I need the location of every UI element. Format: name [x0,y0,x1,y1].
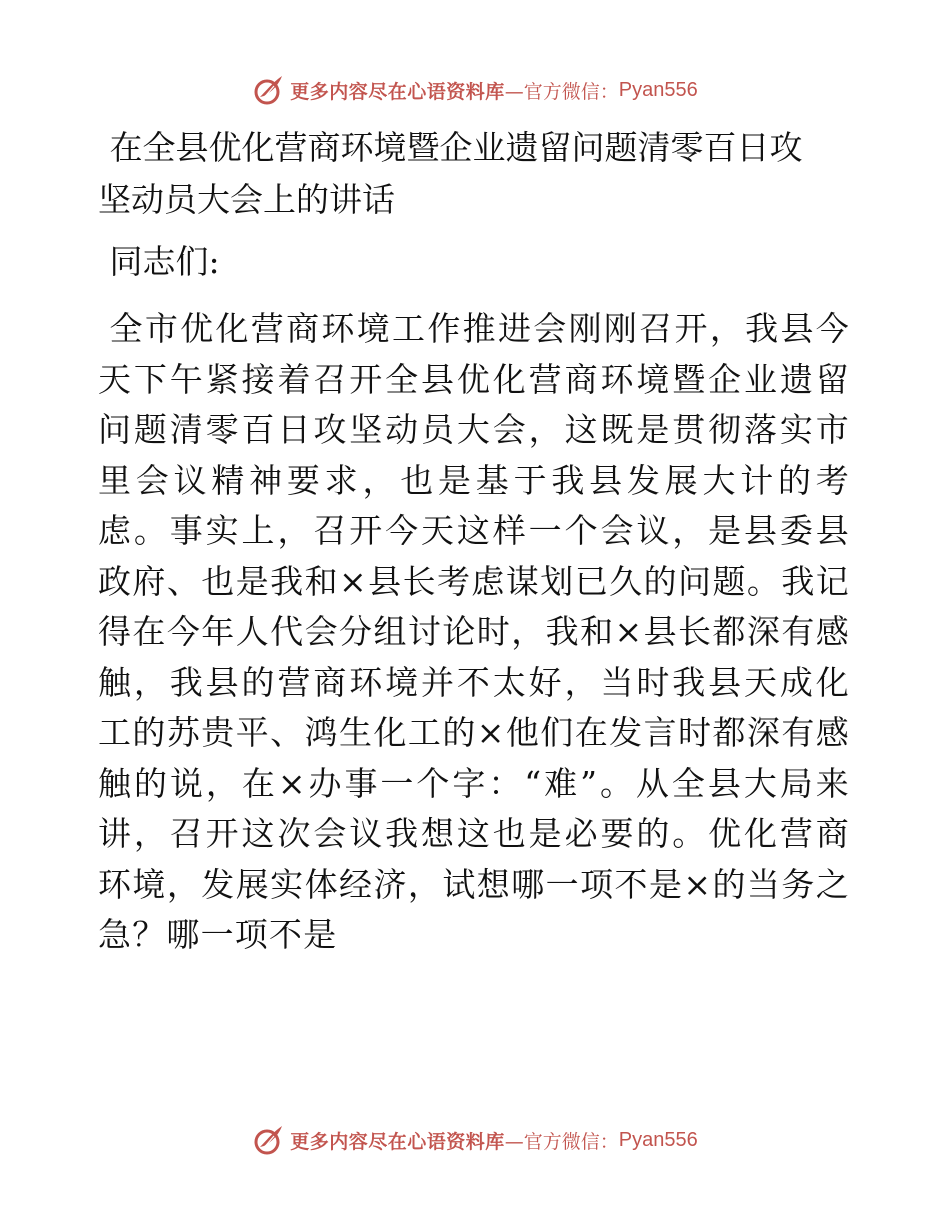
banner-text: 更多内容尽在心语资料库 [290,80,505,103]
banner-wechat-id: Pyan556 [618,78,698,101]
body-paragraph: 全市优化营商环境工作推进会刚刚召开，我县今天下午紧接着召开全县优化营商环境暨企业遗留问题清零百日攻坚动员大会，这既是贯彻落实市里会议精神要求，也是基于我县发展大计的考虑。事实上，召开今天这样一个会议，是县委县政府、也是我和×县长考虑谋划已久的问题。我记得在今年人代会分组讨论时，我和×县长都深有感触，我县的营商环境并不太好，当时我县天成化工的苏贵平、鸿生化工的×他们在发言时都深有感触的说，在×办事一个字：“难”。从全县大局来讲，召开这次会议我想这也是必要的。优化营商环境，发展实体经济，试想哪一项不是×的当务之急？哪一项不是 [98,309,850,954]
document-body [98,122,850,961]
feather-quill-logo-icon [252,1123,286,1157]
header-banner [0,70,950,110]
banner-wechat-id: Pyan556 [618,1128,698,1151]
feather-quill-logo-icon [252,73,286,107]
banner-separator: —官方微信： [504,80,619,103]
salutation: 同志们: [109,242,220,281]
banner-text: 更多内容尽在心语资料库 [290,1130,505,1153]
document-title [98,122,850,226]
title-line-2: 坚动员大会上的讲话 [98,180,395,219]
banner-separator: —官方微信： [504,1130,619,1153]
footer-banner [0,1120,950,1160]
title-line-1: 在全县优化营商环境暨企业遗留问题清零百日攻 [109,128,803,167]
